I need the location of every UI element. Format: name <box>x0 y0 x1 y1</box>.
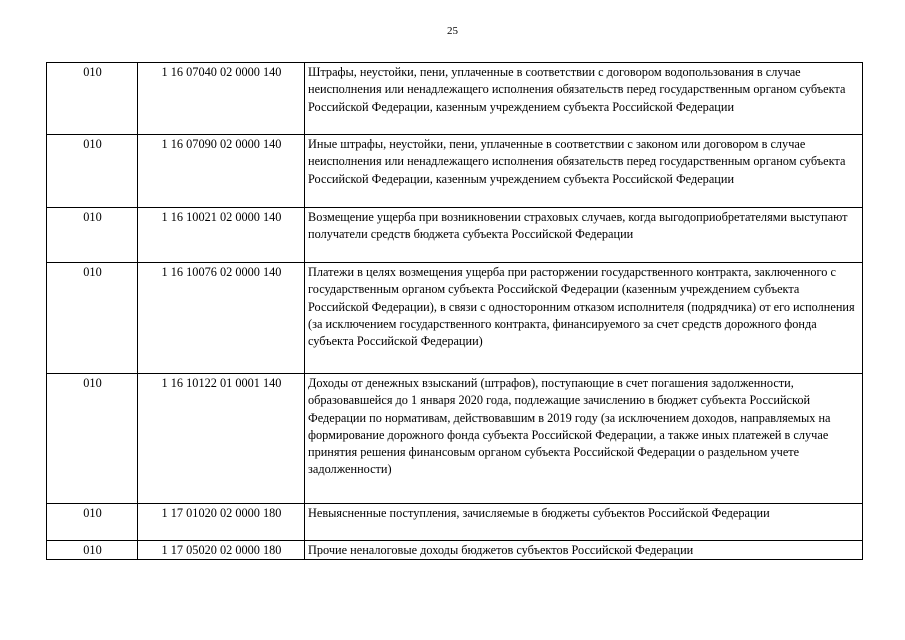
page-number: 25 <box>447 25 458 37</box>
description-cell: Доходы от денежных взысканий (штрафов), поступающие в счет погашения задолженности, образовавшейся до 1 января 2020 года, подлежащие зачислению в бюджет субъекта Российской Федерации по нормативам, действовавшим в 2019 году (за исключением доходов, направляемых на формирование дорожного фонда субъекта Российской Федерации, а также иных платежей в случае принятия решения финансовым органом субъекта Российской Федерации о раздельном учете задолженности) <box>305 374 863 504</box>
budget-code-cell: 1 17 05020 02 0000 180 <box>138 541 305 560</box>
admin-code-cell: 010 <box>47 374 138 504</box>
description-cell: Штрафы, неустойки, пени, уплаченные в соответствии с договором водопользования в случае неисполнения или ненадлежащего исполнения обязательств перед государственным органом субъекта Российской Федерации, казенным учреждением субъекта Российской Федерации <box>305 63 863 135</box>
description-cell: Невыясненные поступления, зачисляемые в бюджеты субъектов Российской Федерации <box>305 504 863 541</box>
budget-code-cell: 1 16 07090 02 0000 140 <box>138 135 305 208</box>
budget-code-cell: 1 17 01020 02 0000 180 <box>138 504 305 541</box>
description-cell: Иные штрафы, неустойки, пени, уплаченные в соответствии с законом или договором в случае неисполнения или ненадлежащего исполнения обязательств перед государственным органом субъекта Российской Федерации, казенным учреждением субъекта Российской Федерации <box>305 135 863 208</box>
table-row <box>47 135 863 208</box>
budget-code-cell: 1 16 10122 01 0001 140 <box>138 374 305 504</box>
admin-code-cell: 010 <box>47 541 138 560</box>
budget-code-cell: 1 16 07040 02 0000 140 <box>138 63 305 135</box>
admin-code-cell: 010 <box>47 208 138 263</box>
budget-classification-table <box>46 62 863 560</box>
admin-code-cell: 010 <box>47 504 138 541</box>
budget-code-cell: 1 16 10021 02 0000 140 <box>138 208 305 263</box>
table-row <box>47 63 863 135</box>
admin-code-cell: 010 <box>47 135 138 208</box>
description-cell: Возмещение ущерба при возникновении страховых случаев, когда выгодоприобретателями выступают получатели средств бюджета субъекта Российской Федерации <box>305 208 863 263</box>
description-cell: Прочие неналоговые доходы бюджетов субъектов Российской Федерации <box>305 541 863 560</box>
table-row <box>47 208 863 263</box>
admin-code-cell: 010 <box>47 63 138 135</box>
description-cell: Платежи в целях возмещения ущерба при расторжении государственного контракта, заключенного с государственным органом субъекта Российской Федерации (казенным учреждением субъекта Российской Федерации), в связи с односторонним отказом исполнителя (подрядчика) от его исполнения (за исключением государственного контракта, финансируемого за счет средств дорожного фонда субъекта Российской Федерации) <box>305 263 863 374</box>
table-row <box>47 263 863 374</box>
admin-code-cell: 010 <box>47 263 138 374</box>
table-row <box>47 504 863 541</box>
budget-code-cell: 1 16 10076 02 0000 140 <box>138 263 305 374</box>
table-row <box>47 374 863 504</box>
table-row <box>47 541 863 560</box>
